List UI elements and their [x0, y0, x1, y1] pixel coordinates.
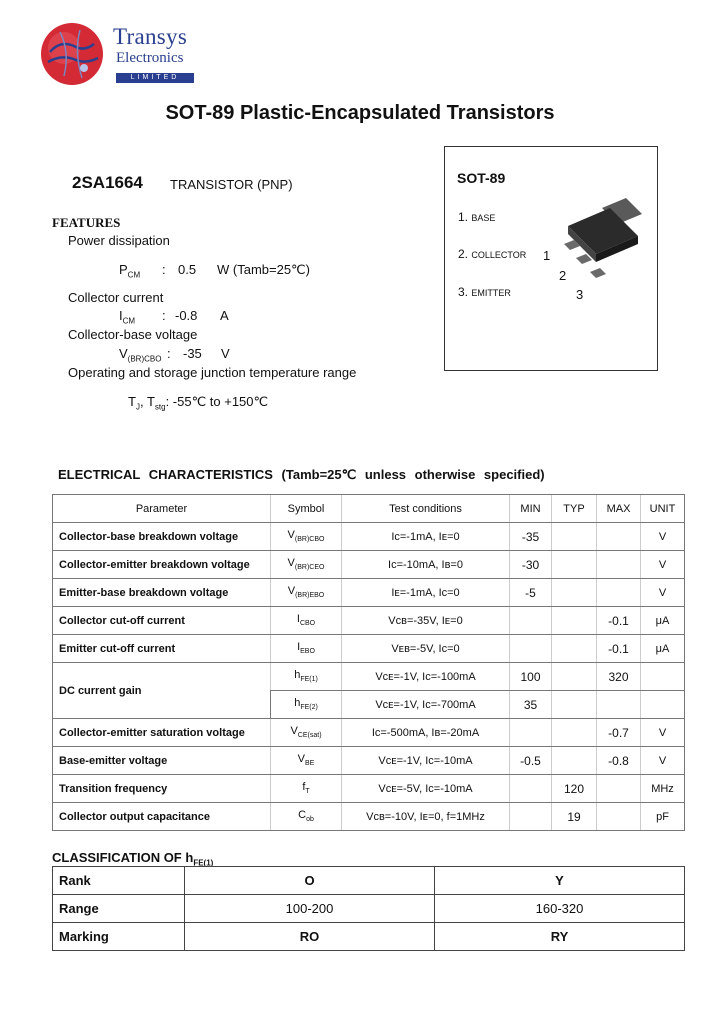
- unit-cell: μA: [641, 607, 685, 635]
- typ-cell: [552, 719, 597, 747]
- tstg-subscript: stg: [154, 402, 166, 412]
- marking-y: RY: [435, 923, 685, 951]
- typ-cell: 19: [552, 803, 597, 831]
- min-cell: 35: [510, 691, 552, 719]
- symbol-cell: [271, 691, 342, 719]
- symbol-text: h: [294, 697, 301, 710]
- symbol-text: I: [297, 641, 301, 654]
- condition-cell: Vᴄᴇ=-5V, Iᴄ=-10mA: [342, 775, 510, 803]
- table-row: [53, 551, 685, 579]
- brand-subtitle: Electronics: [116, 50, 184, 66]
- symbol-cell: [271, 663, 342, 691]
- symbol-text: V: [290, 725, 298, 738]
- pin-2-number: 2.: [458, 247, 469, 261]
- min-cell: -35: [510, 523, 552, 551]
- pin-label-2: 2: [559, 268, 567, 283]
- max-cell: [597, 579, 641, 607]
- symbol-text: V: [297, 753, 305, 766]
- marking-label: Marking: [53, 923, 185, 951]
- max-cell: [597, 775, 641, 803]
- pin-2-description: [458, 247, 526, 261]
- condition-cell: Vᴇʙ=-5V, Iᴄ=0: [342, 635, 510, 663]
- icm-value: -0.8: [175, 308, 198, 323]
- tj-subscript: J: [135, 402, 140, 412]
- min-cell: [510, 803, 552, 831]
- pcm-symbol: [119, 262, 140, 280]
- unit-cell: V: [641, 523, 685, 551]
- lead-3: [590, 268, 606, 278]
- symbol-cell: [271, 635, 342, 663]
- vbrcbo-symbol: [119, 346, 161, 364]
- classification-title-text: CLASSIFICATION OF h: [52, 850, 194, 865]
- condition-cell: Vᴄʙ=-35V, Iᴇ=0: [342, 607, 510, 635]
- symbol-text: h: [294, 669, 301, 682]
- icm-subscript: CM: [122, 316, 136, 326]
- max-cell: -0.1: [597, 635, 641, 663]
- package-title: SOT-89: [457, 170, 506, 186]
- header-unit: UNIT: [641, 495, 685, 523]
- classification-title: [52, 850, 213, 868]
- typ-cell: 120: [552, 775, 597, 803]
- symbol-cell: [271, 719, 342, 747]
- symbol-subscript: CE(sat): [297, 732, 322, 740]
- icm-symbol-text: I: [119, 308, 123, 323]
- unit-cell: [641, 663, 685, 691]
- symbol-subscript: CBO: [299, 620, 316, 628]
- header-typ: TYP: [552, 495, 597, 523]
- condition-cell: Iᴄ=-500mA, Iʙ=-20mA: [342, 719, 510, 747]
- pin-3-name: EMITTER: [471, 288, 511, 298]
- table-row: [53, 663, 685, 691]
- symbol-cell: [271, 551, 342, 579]
- condition-cell: Vᴄᴇ=-1V, Iᴄ=-100mA: [342, 663, 510, 691]
- part-type: TRANSISTOR (PNP): [170, 177, 293, 192]
- power-dissipation-label: Power dissipation: [68, 233, 170, 248]
- rank-label: Rank: [53, 867, 185, 895]
- max-cell: [597, 551, 641, 579]
- tstg-symbol: , T: [139, 394, 155, 409]
- table-row: [53, 579, 685, 607]
- range-label: Range: [53, 895, 185, 923]
- symbol-text: V: [287, 529, 295, 542]
- max-cell: -0.1: [597, 607, 641, 635]
- symbol-cell: [271, 803, 342, 831]
- symbol-text: I: [296, 613, 300, 626]
- param-cell: Emitter cut-off current: [53, 635, 271, 663]
- typ-cell: [552, 551, 597, 579]
- pin-label-3: 3: [576, 287, 584, 302]
- brand-limited-badge: LIMITED: [116, 73, 194, 83]
- param-cell: Collector-base breakdown voltage: [53, 523, 271, 551]
- pin-3-description: [458, 285, 511, 299]
- pcm-symbol-text: P: [119, 262, 128, 277]
- typ-cell: [552, 663, 597, 691]
- max-cell: -0.7: [597, 719, 641, 747]
- min-cell: [510, 775, 552, 803]
- marking-o: RO: [185, 923, 435, 951]
- features-heading: FEATURES: [52, 215, 121, 230]
- param-cell: Transition frequency: [53, 775, 271, 803]
- icm-colon: :: [162, 308, 166, 323]
- min-cell: -30: [510, 551, 552, 579]
- pin-label-1: 1: [543, 248, 551, 263]
- document-title: SOT-89 Plastic-Encapsulated Transistors: [165, 102, 555, 124]
- classification-table: [52, 866, 685, 951]
- symbol-text: f: [302, 781, 306, 794]
- collector-base-voltage-label: Collector-base voltage: [68, 327, 198, 342]
- table-row: [53, 803, 685, 831]
- param-cell: DC current gain: [53, 663, 271, 719]
- unit-cell: V: [641, 579, 685, 607]
- temperature-range-label: Operating and storage junction temperature range: [68, 365, 357, 380]
- max-cell: [597, 523, 641, 551]
- param-cell: Collector output capacitance: [53, 803, 271, 831]
- param-cell: Collector-emitter saturation voltage: [53, 719, 271, 747]
- table-row: [53, 747, 685, 775]
- table-row: [53, 523, 685, 551]
- table-header-row: [53, 495, 685, 523]
- condition-cell: Vᴄᴇ=-1V, Iᴄ=-10mA: [342, 747, 510, 775]
- header-parameter: Parameter: [53, 495, 271, 523]
- rank-y: Y: [435, 867, 685, 895]
- temperature-range-value: [128, 394, 268, 412]
- pcm-subscript: CM: [127, 270, 141, 280]
- typ-cell: [552, 747, 597, 775]
- min-cell: -5: [510, 579, 552, 607]
- collector-current-label: Collector current: [68, 290, 164, 305]
- typ-cell: [552, 691, 597, 719]
- tj-symbol: T: [128, 394, 136, 409]
- table-row: [53, 895, 685, 923]
- symbol-cell: [271, 607, 342, 635]
- unit-cell: V: [641, 551, 685, 579]
- symbol-cell: [271, 579, 342, 607]
- table-row: [53, 923, 685, 951]
- condition-cell: Vᴄʙ=-10V, Iᴇ=0, f=1MHz: [342, 803, 510, 831]
- condition-cell: Iᴄ=-1mA, Iᴇ=0: [342, 523, 510, 551]
- param-cell: Emitter-base breakdown voltage: [53, 579, 271, 607]
- param-cell: Collector cut-off current: [53, 607, 271, 635]
- symbol-subscript: (BR)CBO: [294, 536, 325, 544]
- electrical-characteristics-table: [52, 494, 685, 831]
- table-row: [53, 719, 685, 747]
- range-y: 160-320: [435, 895, 685, 923]
- vbrcbo-subscript: (BR)CBO: [127, 354, 162, 364]
- typ-cell: [552, 579, 597, 607]
- electrical-characteristics-body: [53, 523, 685, 831]
- vbrcbo-symbol-text: V: [119, 346, 128, 361]
- min-cell: -0.5: [510, 747, 552, 775]
- unit-cell: [641, 691, 685, 719]
- part-number: 2SA1664: [72, 173, 143, 192]
- condition-cell: Vᴄᴇ=-1V, Iᴄ=-700mA: [342, 691, 510, 719]
- unit-cell: pF: [641, 803, 685, 831]
- brand-globe-logo: [40, 22, 104, 86]
- header-test-conditions: Test conditions: [342, 495, 510, 523]
- brand-name: Transys: [113, 24, 188, 49]
- unit-cell: μA: [641, 635, 685, 663]
- table-row: [53, 607, 685, 635]
- symbol-text: V: [287, 585, 296, 598]
- vbrcbo-value: -35: [183, 346, 202, 361]
- min-cell: [510, 607, 552, 635]
- max-cell: [597, 803, 641, 831]
- min-cell: [510, 719, 552, 747]
- param-cell: Collector-emitter breakdown voltage: [53, 551, 271, 579]
- vbrcbo-unit: V: [221, 346, 230, 361]
- unit-cell: V: [641, 719, 685, 747]
- symbol-subscript: T: [305, 788, 310, 796]
- classification-title-subscript: FE(1): [193, 858, 214, 868]
- header-max: MAX: [597, 495, 641, 523]
- pcm-value: 0.5: [178, 262, 197, 277]
- pin-1-number: 1.: [458, 210, 469, 224]
- pin-1-description: [458, 210, 495, 224]
- pcm-colon: :: [162, 262, 166, 277]
- pin-1-name: BASE: [471, 213, 496, 223]
- max-cell: -0.8: [597, 747, 641, 775]
- symbol-text: C: [298, 809, 307, 822]
- symbol-subscript: (BR)EBO: [295, 592, 325, 600]
- condition-cell: Iᴄ=-10mA, Iʙ=0: [342, 551, 510, 579]
- symbol-subscript: BE: [305, 760, 315, 768]
- header-symbol: Symbol: [271, 495, 342, 523]
- electrical-characteristics-title: ELECTRICAL CHARACTERISTICS (Tamb=25℃ unless otherwise specified): [58, 467, 545, 482]
- rank-o: O: [185, 867, 435, 895]
- max-cell: 320: [597, 663, 641, 691]
- symbol-subscript: EBO: [300, 648, 315, 656]
- symbol-cell: [271, 747, 342, 775]
- header-min: MIN: [510, 495, 552, 523]
- icm-symbol: [119, 308, 135, 326]
- max-cell: [597, 691, 641, 719]
- typ-cell: [552, 523, 597, 551]
- unit-cell: MHz: [641, 775, 685, 803]
- symbol-subscript: (BR)CEO: [294, 564, 325, 572]
- table-row: [53, 635, 685, 663]
- typ-cell: [552, 607, 597, 635]
- range-o: 100-200: [185, 895, 435, 923]
- table-row: [53, 867, 685, 895]
- symbol-cell: [271, 775, 342, 803]
- min-cell: 100: [510, 663, 552, 691]
- sot89-package-drawing: [540, 196, 650, 306]
- unit-cell: V: [641, 747, 685, 775]
- condition-cell: Iᴇ=-1mA, Iᴄ=0: [342, 579, 510, 607]
- vbrcbo-colon: :: [167, 346, 171, 361]
- icm-unit: A: [220, 308, 229, 323]
- pcm-unit: W (Tamb=25℃): [217, 262, 310, 277]
- symbol-cell: [271, 523, 342, 551]
- min-cell: [510, 635, 552, 663]
- pin-2-name: COLLECTOR: [471, 250, 527, 260]
- symbol-subscript: ob: [306, 816, 314, 824]
- table-row: [53, 775, 685, 803]
- symbol-subscript: FE(1): [300, 676, 318, 684]
- pin-3-number: 3.: [458, 285, 469, 299]
- symbol-subscript: FE(2): [300, 704, 318, 712]
- symbol-text: V: [287, 557, 295, 570]
- param-cell: Base-emitter voltage: [53, 747, 271, 775]
- typ-cell: [552, 635, 597, 663]
- temperature-value: : -55℃ to +150℃: [165, 394, 269, 409]
